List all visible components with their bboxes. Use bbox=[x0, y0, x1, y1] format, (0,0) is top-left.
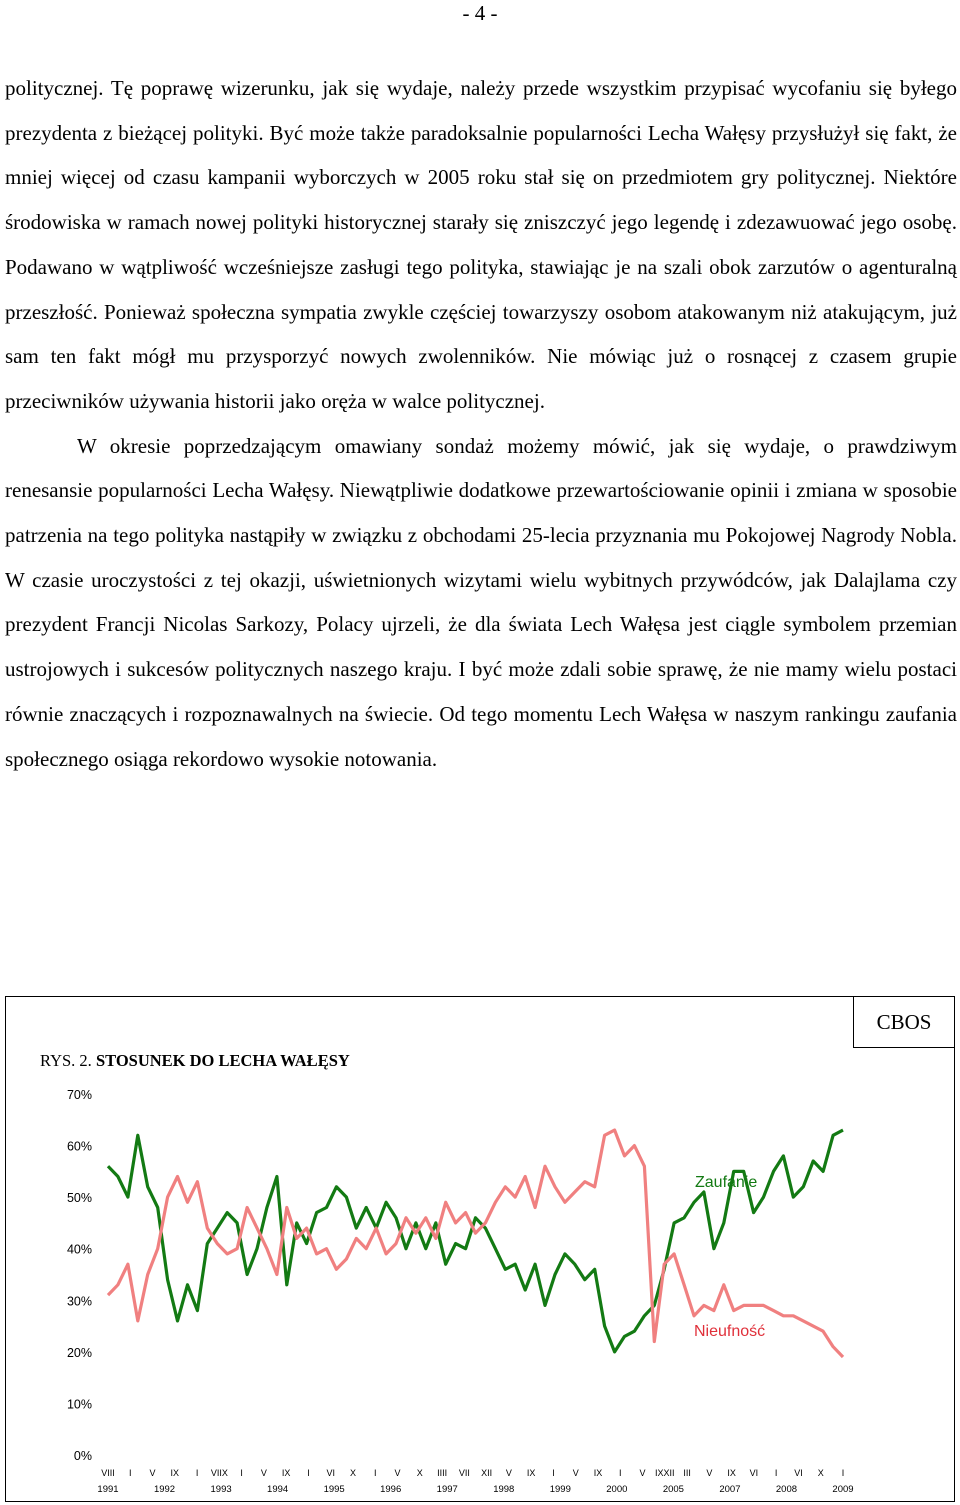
x-month-label: X bbox=[817, 1468, 824, 1478]
x-month-label: IX bbox=[170, 1468, 180, 1478]
x-month-label: IX bbox=[526, 1468, 536, 1478]
x-month-label: V bbox=[149, 1468, 156, 1478]
x-year-label: 1997 bbox=[436, 1484, 458, 1495]
x-year-label: 1994 bbox=[267, 1484, 289, 1495]
x-month-label: V bbox=[394, 1468, 401, 1478]
x-month-label: IX bbox=[281, 1468, 291, 1478]
y-tick-label: 60% bbox=[66, 1139, 92, 1154]
y-tick-label: 50% bbox=[66, 1191, 92, 1206]
x-year-label: 1995 bbox=[323, 1484, 345, 1495]
x-year-label: 1993 bbox=[210, 1484, 232, 1495]
x-month-label: IIII bbox=[437, 1468, 448, 1478]
x-month-label: X bbox=[416, 1468, 423, 1478]
x-year-label: 1992 bbox=[153, 1484, 176, 1495]
x-month-label: V bbox=[706, 1468, 713, 1478]
x-month-label: VI bbox=[794, 1468, 803, 1478]
x-month-label: I bbox=[195, 1468, 199, 1478]
x-month-label: I bbox=[240, 1468, 243, 1478]
y-tick-label: 0% bbox=[73, 1449, 92, 1463]
x-month-label: V bbox=[260, 1468, 267, 1478]
x-year-label: 2005 bbox=[662, 1484, 684, 1495]
x-month-label: VIII bbox=[101, 1468, 115, 1478]
x-year-label: 2008 bbox=[775, 1484, 798, 1495]
y-tick-label: 20% bbox=[66, 1345, 92, 1360]
x-year-label: 1996 bbox=[380, 1484, 402, 1495]
x-year-label: 2009 bbox=[832, 1484, 854, 1495]
x-month-label: I bbox=[619, 1468, 622, 1478]
y-tick-label: 40% bbox=[66, 1242, 92, 1257]
x-month-label: X bbox=[349, 1468, 357, 1478]
x-month-label: V bbox=[572, 1468, 579, 1478]
series-label-zaufanie: Zaufanie bbox=[695, 1174, 758, 1191]
paragraph-1: politycznej. Tę poprawę wizerunku, jak się wydaje, należy przede wszystkim przypisać wycofaniu się byłego prezydenta z bieżącej polityki. Być może także paradoksalnie popularności Lecha Wałęsy przysłużył się fakt, że mniej więcej od czasu kampanii wyborczych w 2005 roku stał się on przedmiotem gry politycznej. Niektóre środowiska w ramach nowej polityki historycznej starały się zniszczyć jego legendę i zdezawuować jego osobę. Podawano w wątpliwość wcześniejsze zasługi tego polityka, stawiając je na szali obok zarzutów o agenturalną przeszłość. Ponieważ społeczna sympatia zwykle częściej towarzyszy osobom atakowanym niż atakującym, już sam ten fakt mógł mu przysporzyć nowych zwolenników. Nie mówiąc już o rosnącej z czasem grupie przeciwników używania historii jako oręża w walce politycznej. bbox=[5, 76, 957, 413]
y-tick-label: 30% bbox=[66, 1294, 92, 1309]
paragraph-2: W okresie poprzedzającym omawiany sondaż możemy mówić, jak się wydaje, o prawdziwym renesansie popularności Lecha Wałęsy. Niewątpliwie dodatkowe przewartościowanie opinii i zmiana w sposobie patrzenia na tego polityka nastąpiły w związku z obchodami 25-lecia przyznania mu Pokojowej Nagrody Nobla. W czasie uroczystości z tej okazji, uświetnionych wizytami wielu wybitnych przywódców, jak Dalajlama czy prezydent Francji Nicolas Sarkozy, Polacy ujrzeli, że dla świata Lech Wałęsa jest ciągle symbolem przemian ustrojowych i sukcesów politycznych naszego kraju. I być może zdali sobie sprawę, że nie mamy wielu postaci równie znaczących i rozpoznawalnych na świecie. Od tego momentu Lech Wałęsa w naszym rankingu zaufania społecznego osiąga rekordowo wysokie notowania. bbox=[5, 433, 957, 771]
page-number: - 4 - bbox=[462, 1, 498, 25]
y-tick-label: 10% bbox=[66, 1397, 92, 1412]
x-month-label: I bbox=[774, 1468, 778, 1478]
series-line-zaufanie bbox=[108, 1130, 843, 1352]
x-month-label: V bbox=[639, 1468, 646, 1478]
x-month-label: I bbox=[552, 1468, 555, 1478]
x-year-label: 1999 bbox=[549, 1484, 571, 1495]
x-month-label: VII bbox=[458, 1468, 470, 1478]
x-month-label: XII bbox=[481, 1468, 493, 1478]
figure-title: STOSUNEK DO LECHA WAŁĘSY bbox=[95, 1051, 350, 1070]
x-year-label: 2007 bbox=[719, 1484, 741, 1495]
x-month-label: IX bbox=[727, 1468, 736, 1478]
x-month-label: I bbox=[307, 1468, 310, 1478]
figure-label: RYS. 2. bbox=[40, 1051, 92, 1070]
x-month-label: IXXII bbox=[655, 1468, 675, 1478]
x-month-label: VI bbox=[749, 1468, 759, 1478]
y-tick-label: 70% bbox=[66, 1088, 92, 1102]
source-label: CBOS bbox=[853, 996, 955, 1048]
x-month-label: IX bbox=[593, 1468, 603, 1478]
x-month-label: III bbox=[683, 1468, 691, 1478]
series-label-nieufnosc: Nieufność bbox=[694, 1323, 766, 1340]
x-year-label: 1998 bbox=[493, 1484, 515, 1495]
x-month-label: V bbox=[505, 1468, 512, 1478]
x-year-label: 1991 bbox=[97, 1484, 119, 1495]
x-month-label: VI bbox=[326, 1468, 335, 1478]
x-year-label: 2000 bbox=[606, 1484, 628, 1495]
x-month-label: I bbox=[374, 1468, 377, 1478]
x-month-label: I bbox=[129, 1468, 132, 1478]
x-month-label: I bbox=[841, 1468, 845, 1478]
x-month-label: VIIX bbox=[210, 1468, 228, 1478]
